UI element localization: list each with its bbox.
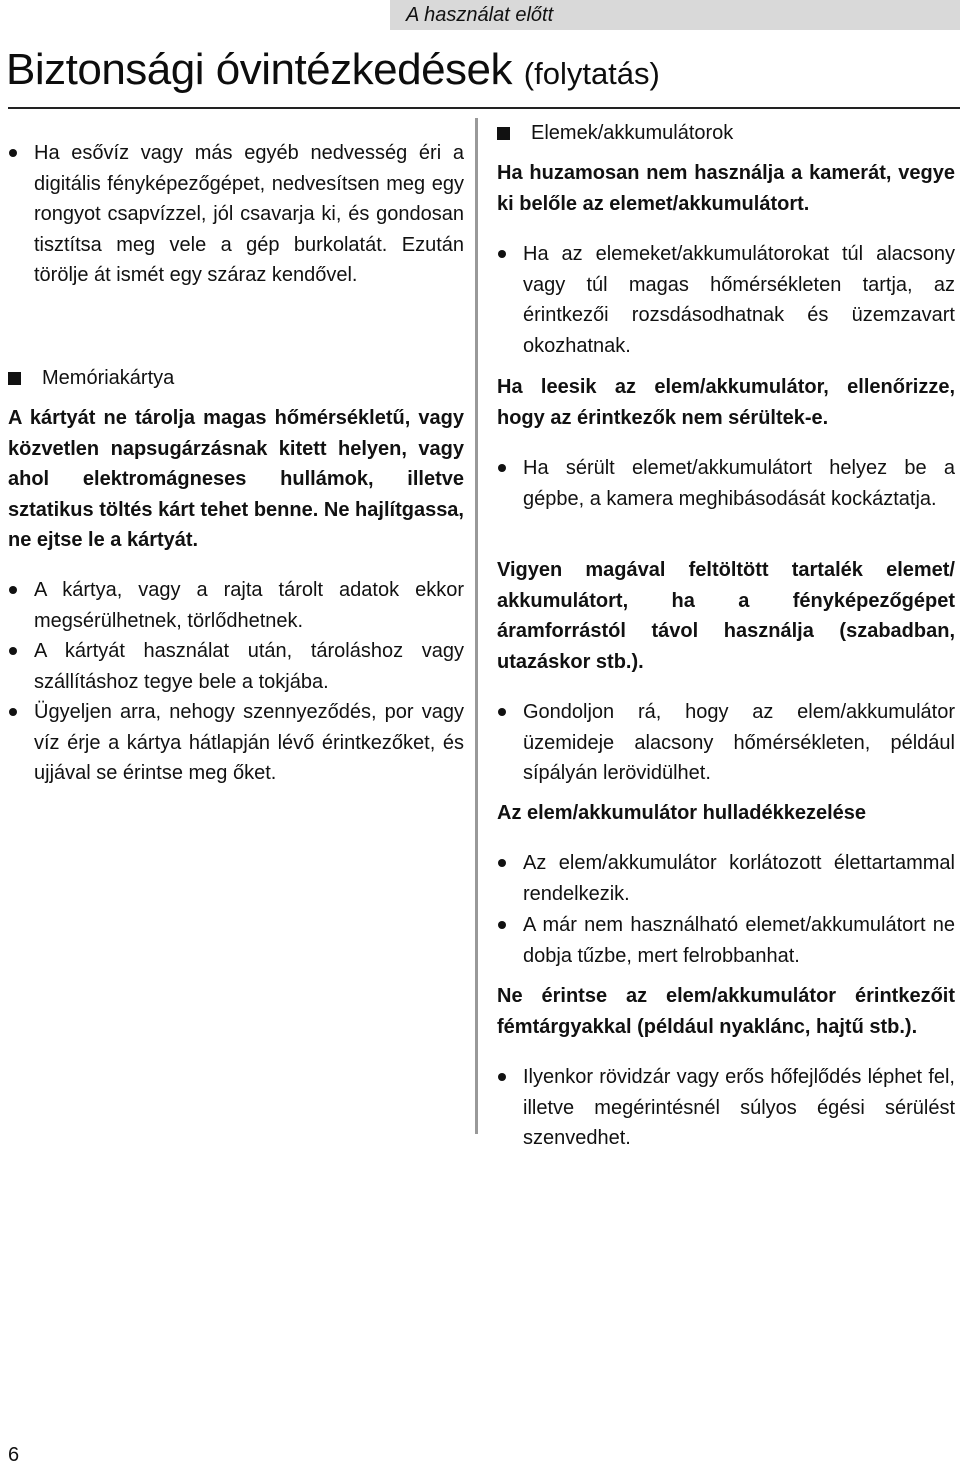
battery-heading-text: Elemek/akkumulátorok	[531, 122, 734, 144]
battery-heading	[497, 118, 955, 149]
list-item: A már nem használható elemet/akkumulátort ne dobja tűzbe, mert felrobbanhat.	[497, 910, 955, 971]
page-title-main: Biztonsági óvintézkedések	[6, 45, 513, 94]
list-item: Ha sérült elemet/akkumulátort helyez be a gépbe, a kamera meghibásodását kockáztatja.	[497, 453, 955, 514]
list-item: Ügyeljen arra, nehogy szennyeződés, por vagy víz érje a kártya hátlapján lévő érintkezőket, és ujjával se érintse meg őket.	[8, 697, 464, 789]
list-item: Ha az elemeket/akkumulátorokat túl alacsony vagy túl magas hőmérsékleten tartja, az érintkezői rozsdásodhatnak és üzemzavart okozhatnak.	[497, 239, 955, 361]
spare-battery-advice: Vigyen magával feltöltött tartalék elemet/ akkumulátort, ha a fényképezőgépet áramforrástól távol használja (szabadban, utazáskor stb.).	[497, 559, 955, 673]
battery-contact-warning: Ne érintse az elem/akkumulátor érintkezőit fémtárgyakkal (például nyaklánc, hajtű stb.).	[497, 985, 955, 1038]
page-number: 6	[8, 1444, 20, 1466]
square-bullet-icon	[8, 372, 21, 385]
list-item: A kártyát használat után, tároláshoz vagy szállításhoz tegye bele a tokjába.	[8, 636, 464, 697]
battery-disposal-heading: Az elem/akkumulátor hulladékkezelése	[497, 802, 867, 824]
list-item: Gondoljon rá, hogy az elem/akkumulátor üzemideje alacsony hőmérsékleten, például sípályán lerövidülhet.	[497, 697, 955, 789]
list-item: Ilyenkor rövidzár vagy erős hőfejlődés léphet fel, illetve megérintésnél súlyos égési sérülést szenvedhet.	[497, 1062, 955, 1154]
memory-card-heading	[8, 363, 464, 394]
list-item: Az elem/akkumulátor korlátozott élettartammal rendelkezik.	[497, 848, 955, 909]
section-label: A használat előtt	[406, 4, 554, 26]
page-title	[6, 40, 660, 104]
page-title-sub: (folytatás)	[523, 56, 660, 91]
battery-storage-warning: Ha huzamosan nem használja a kamerát, vegye ki belőle az elemet/akkumulátort.	[497, 162, 955, 215]
memory-card-heading-text: Memóriakártya	[42, 367, 175, 389]
square-bullet-icon	[497, 127, 510, 140]
column-divider	[475, 118, 478, 1134]
list-item: A kártya, vagy a rajta tárolt adatok ekkor megsérülhetnek, törlődhetnek.	[8, 575, 464, 636]
battery-drop-warning: Ha leesik az elem/akkumulátor, ellenőrizze, hogy az érintkezők nem sérültek-e.	[497, 376, 955, 429]
memory-card-warning: A kártyát ne tárolja magas hőmérsékletű, vagy közvetlen napsugárzásnak kitett helyen, vagy ahol elektromágneses hullámok, illetve sztatikus töltés kárt tehet benne. Ne hajlítgassa, ne ejtse le a kártyát.	[8, 407, 464, 551]
title-divider	[8, 107, 960, 109]
intro-bullet: Ha esővíz vagy más egyéb nedvesség éri a digitális fényképezőgépet, nedvesítsen meg egy rongyot csapvízzel, jól csavarja ki, és gondosan tisztítsa meg vele a gép burkolatát. Ezután törölje át ismét egy száraz kendővel.	[8, 138, 464, 291]
